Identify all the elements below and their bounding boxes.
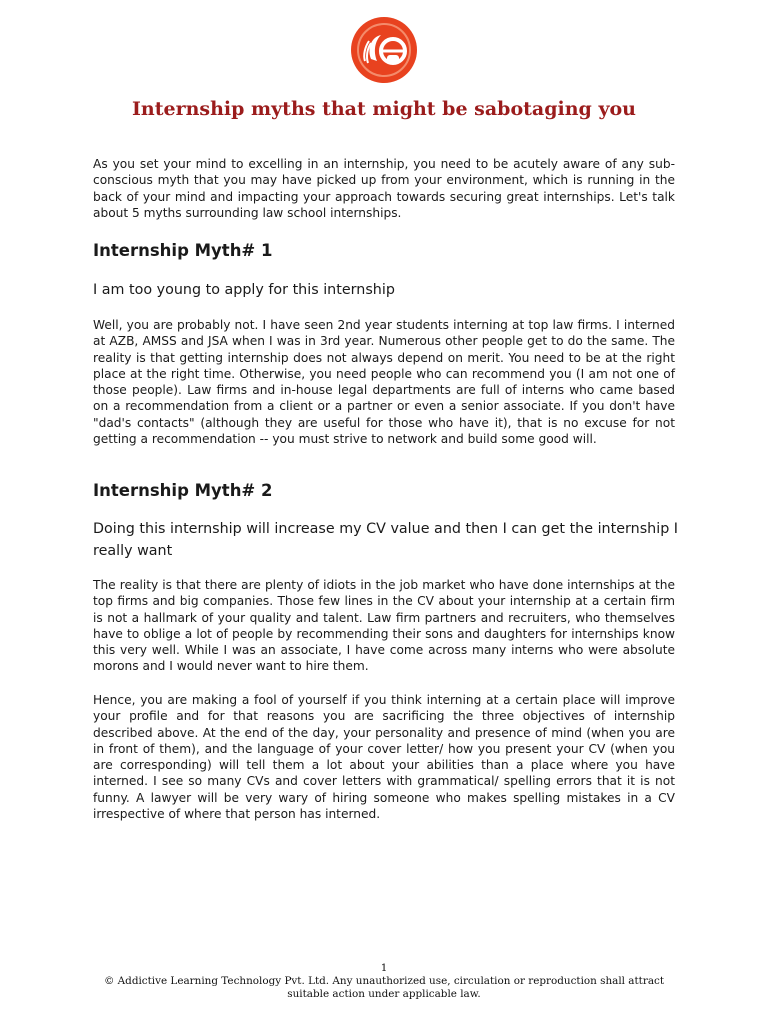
intro-paragraph: As you set your mind to excelling in an internship, you need to be acutely aware of any sub-conscious myth that you may have picked up from your environment, which is running in the back of your mind and impacting your approach towards securing great internships. Let's talk about 5 myths surrounding law school internships. (93, 157, 675, 220)
myth-2-paragraph-2: Hence, you are making a fool of yourself if you think interning at a certain place will improve your profile and for that reasons you are sacrificing the three objectives of internship described above. At the end of the day, your personality and presence of mind (when you are in front of them), and the language of your cover letter/ how you present your CV (when you are corresponding) will tell them a lot about your abilities than a place where you have interned. I see so many CVs and cover letters with grammatical/ spelling errors that it is not funny. A lawyer will be very wary of hiring someone who makes spelling mistakes in a CV irrespective of where that person has interned. (93, 693, 675, 822)
copyright-notice: © Addictive Learning Technology Pvt. Ltd. Any unauthorized use, circulation or reproduction shall attract suitable action under applicable law. (103, 975, 665, 1000)
addictive-learning-logo-icon (349, 15, 419, 85)
myth-1-subheading: I am too young to apply for this internship (93, 282, 395, 298)
myth-1-heading: Internship Myth# 1 (93, 241, 273, 260)
page-number: 1 (380, 962, 388, 974)
myth-1-paragraph: Well, you are probably not. I have seen 2nd year students interning at top law firms. I interned at AZB, AMSS and JSA when I was in 3rd year. Numerous other people get to do the same. The reality is that getting internship does not always depend on merit. You need to be at the right place at the right time. Otherwise, you need people who can recommend you (I am not one of those people). Law firms and in-house legal departments are full of interns who came based on a recommendation from a client or a partner or even a senior associate. If you don't have "dad's contacts" (although they are useful for those who have it), that is no excuse for not getting a recommendation -- you must strive to network and build some good will. (93, 318, 675, 447)
myth-2-paragraph-1: The reality is that there are plenty of idiots in the job market who have done internships at the top firms and big companies. Those few lines in the CV about your internship at a certain firm is not a hallmark of your quality and talent. Law firm partners and recruiters, who themselves have to oblige a lot of people by recommending their sons and daughters for internships know this very well. While I was an associate, I have come across many interns who were absolute morons and I would never want to hire them. (93, 578, 675, 674)
page-footer (84, 962, 684, 1001)
myth-2-subheading: Doing this internship will increase my CV value and then I can get the internship I really want (93, 521, 679, 559)
myth-2-heading: Internship Myth# 2 (93, 481, 273, 500)
document-title: Internship myths that might be sabotaging you (132, 98, 636, 120)
